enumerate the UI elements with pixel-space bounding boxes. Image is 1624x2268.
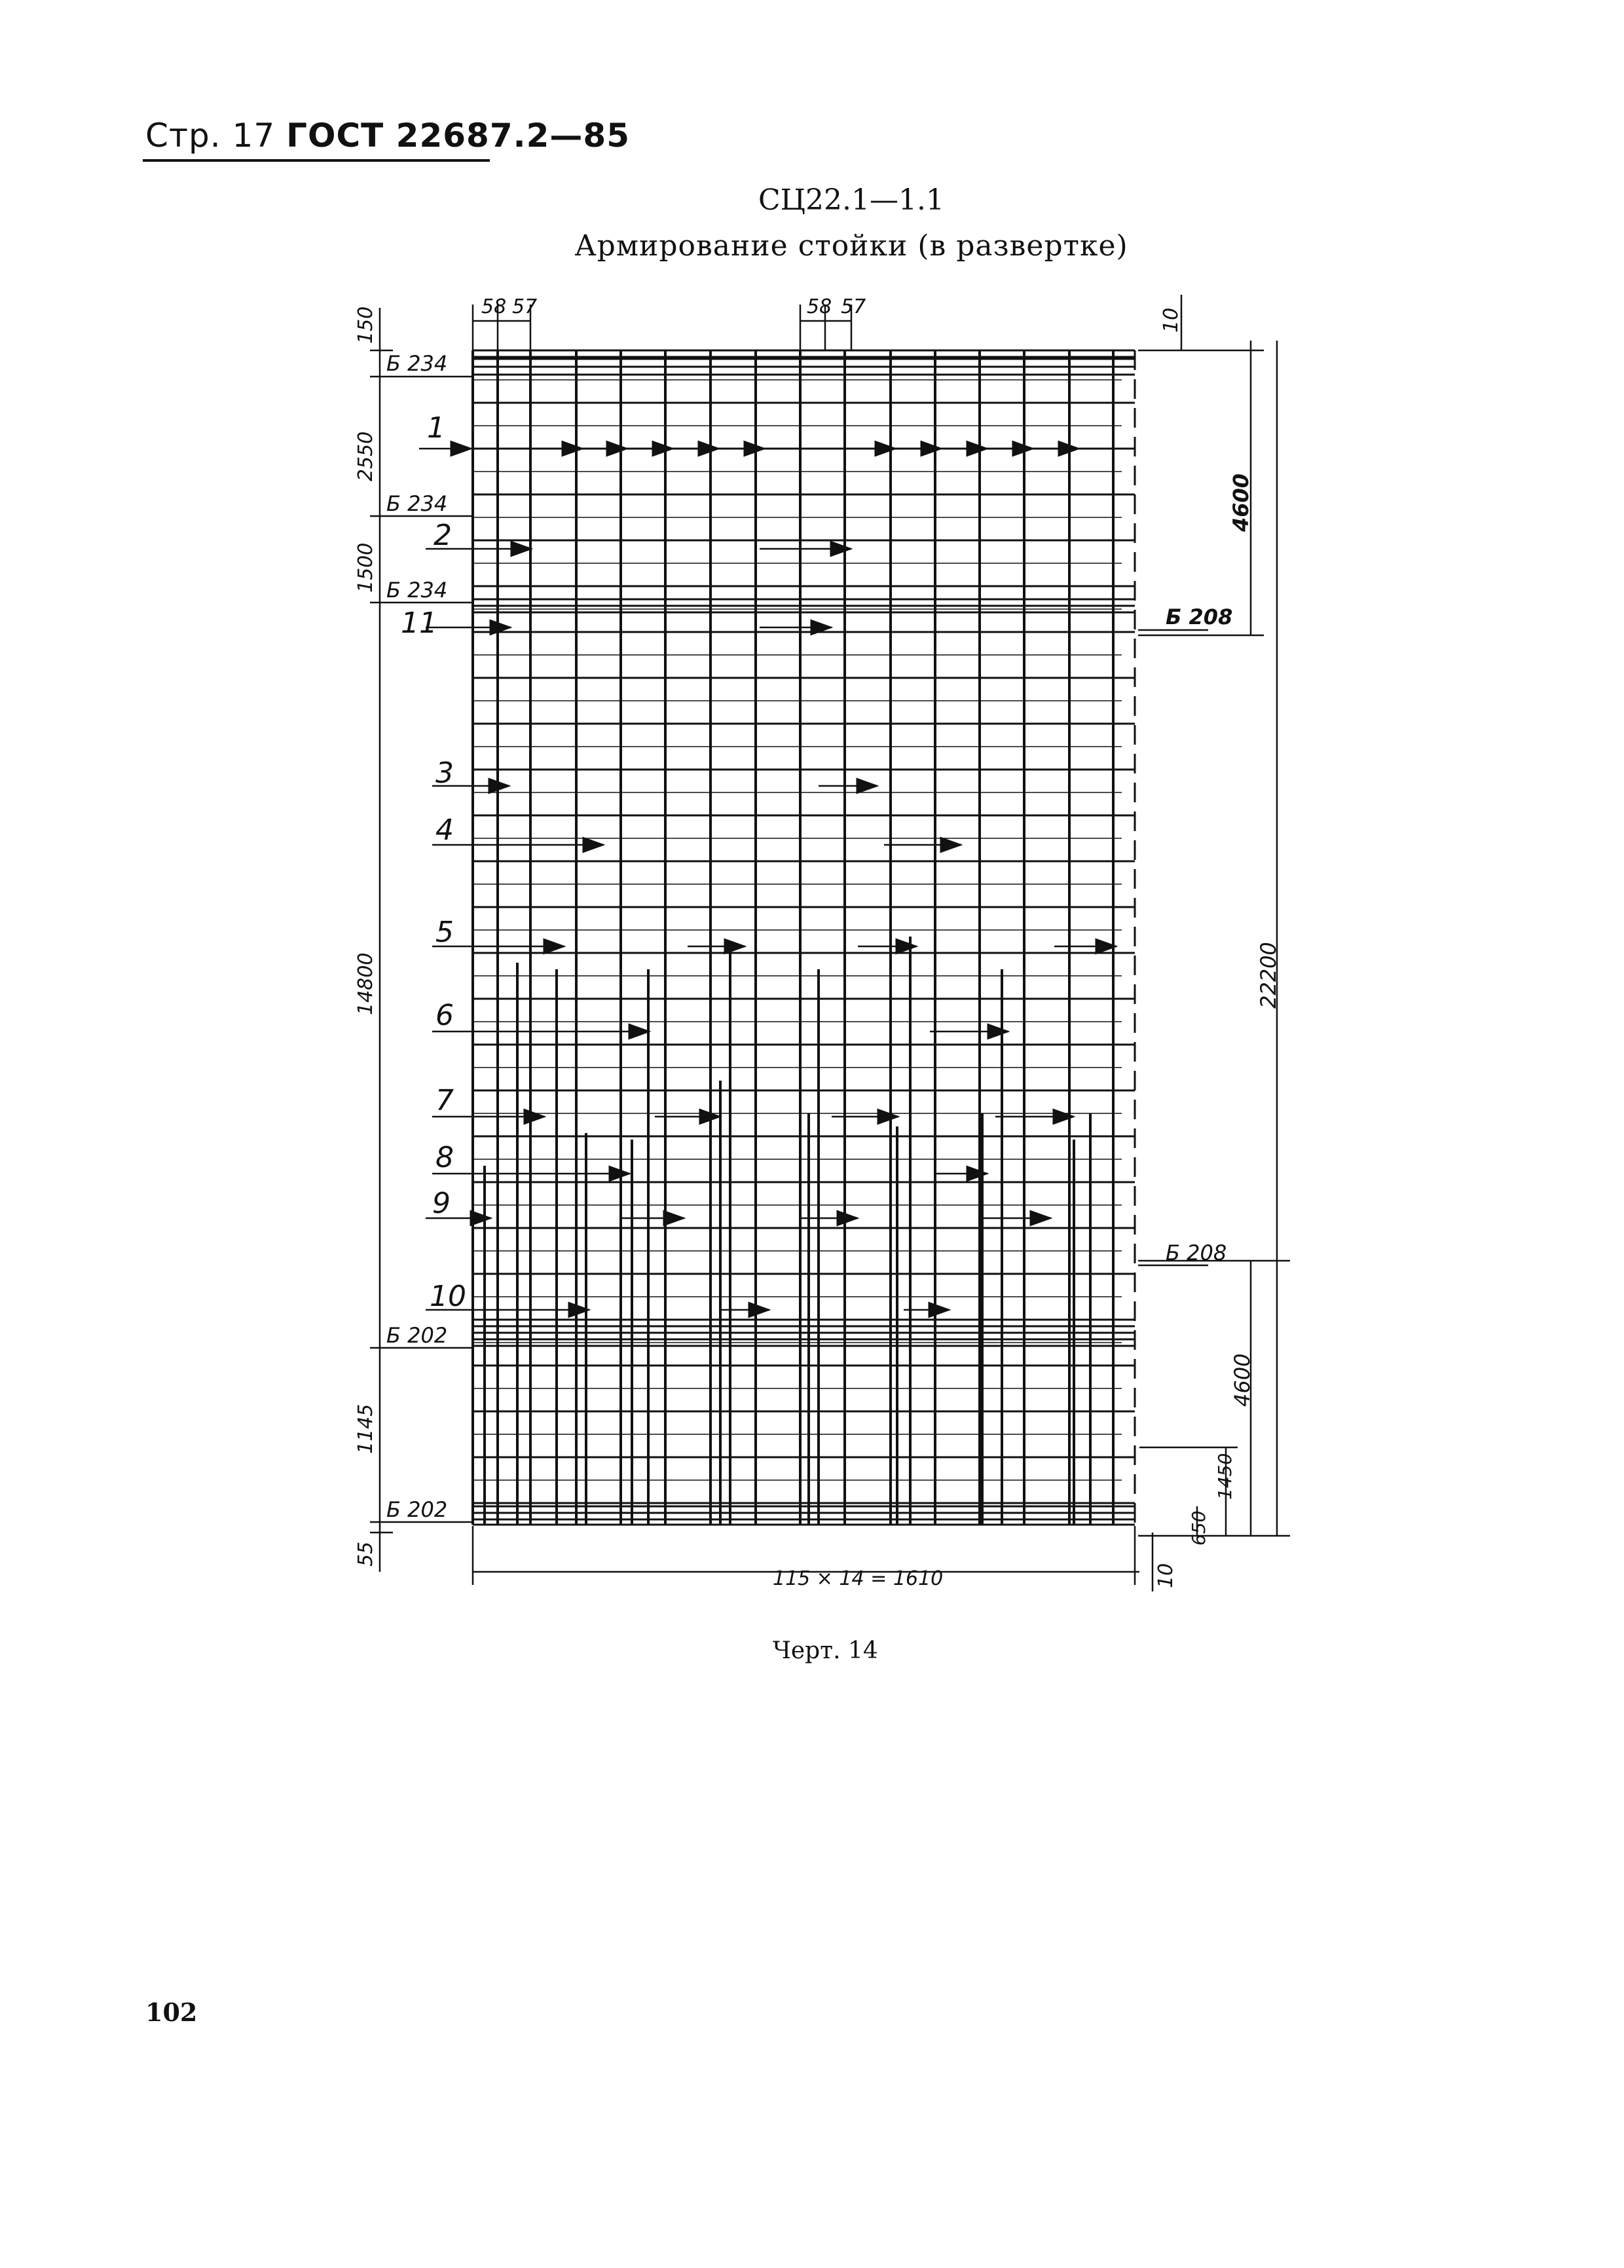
- right-dim-4600-bottom: 4600: [1230, 1353, 1255, 1407]
- pos-label-3: 3: [435, 756, 454, 790]
- right-dim-4600-top: 4600: [1228, 473, 1253, 532]
- drawing-caption: Черт. 14: [773, 1637, 878, 1664]
- rod-label-b202-1: Б 202: [386, 1323, 448, 1348]
- right-dim-22200: 22200: [1256, 942, 1281, 1009]
- pos-label-6: 6: [435, 999, 454, 1032]
- page-number: 102: [145, 1998, 198, 2027]
- rod-label-b208-1: Б 208: [1166, 604, 1233, 629]
- pos-label-9: 9: [432, 1187, 451, 1220]
- top-dim-2: 57: [512, 295, 538, 318]
- pos-label-4: 4: [435, 813, 454, 847]
- drawing-code: СЦ22.1—1.1: [758, 183, 944, 217]
- bottom-dim: 115 × 14 = 1610: [773, 1567, 944, 1590]
- right-dim-1450: 1450: [1214, 1453, 1236, 1500]
- left-dim-55: 55: [354, 1541, 377, 1567]
- top-dim-1: 58: [481, 295, 507, 318]
- top-dim-3: 58: [807, 295, 832, 318]
- left-dim-2550: 2550: [354, 431, 377, 481]
- page-header-standard: ГОСТ 22687.2—85: [286, 117, 630, 155]
- pos-label-5: 5: [435, 916, 454, 949]
- rebar-grid: [419, 350, 1135, 1525]
- left-dim-1500: 1500: [354, 542, 377, 593]
- rod-label-b234-3: Б 234: [386, 578, 448, 603]
- top-dim-4: 57: [841, 295, 866, 318]
- left-dim-150: 150: [354, 306, 377, 344]
- page-header-prefix: Стр. 17: [145, 117, 276, 155]
- pos-label-1: 1: [427, 411, 445, 445]
- rod-label-b202-2: Б 202: [386, 1497, 448, 1522]
- pos-label-10: 10: [430, 1280, 466, 1313]
- pos-label-11: 11: [401, 606, 437, 640]
- left-dim-1145: 1145: [354, 1404, 377, 1454]
- rod-label-b208-2: Б 208: [1166, 1240, 1227, 1265]
- pos-label-2: 2: [434, 519, 452, 552]
- bottom-right-dim: 10: [1154, 1563, 1177, 1588]
- pos-label-7: 7: [435, 1084, 454, 1117]
- dimension-lines: [370, 295, 1290, 1591]
- drawing-subtitle: Армирование стойки (в развертке): [574, 229, 1128, 263]
- pos-label-8: 8: [435, 1141, 454, 1174]
- right-dim-650: 650: [1188, 1510, 1209, 1546]
- rod-label-b234-1: Б 234: [386, 351, 448, 376]
- left-dim-14800: 14800: [354, 952, 377, 1015]
- right-dim-10: 10: [1160, 307, 1183, 333]
- rod-label-b234-2: Б 234: [386, 491, 448, 516]
